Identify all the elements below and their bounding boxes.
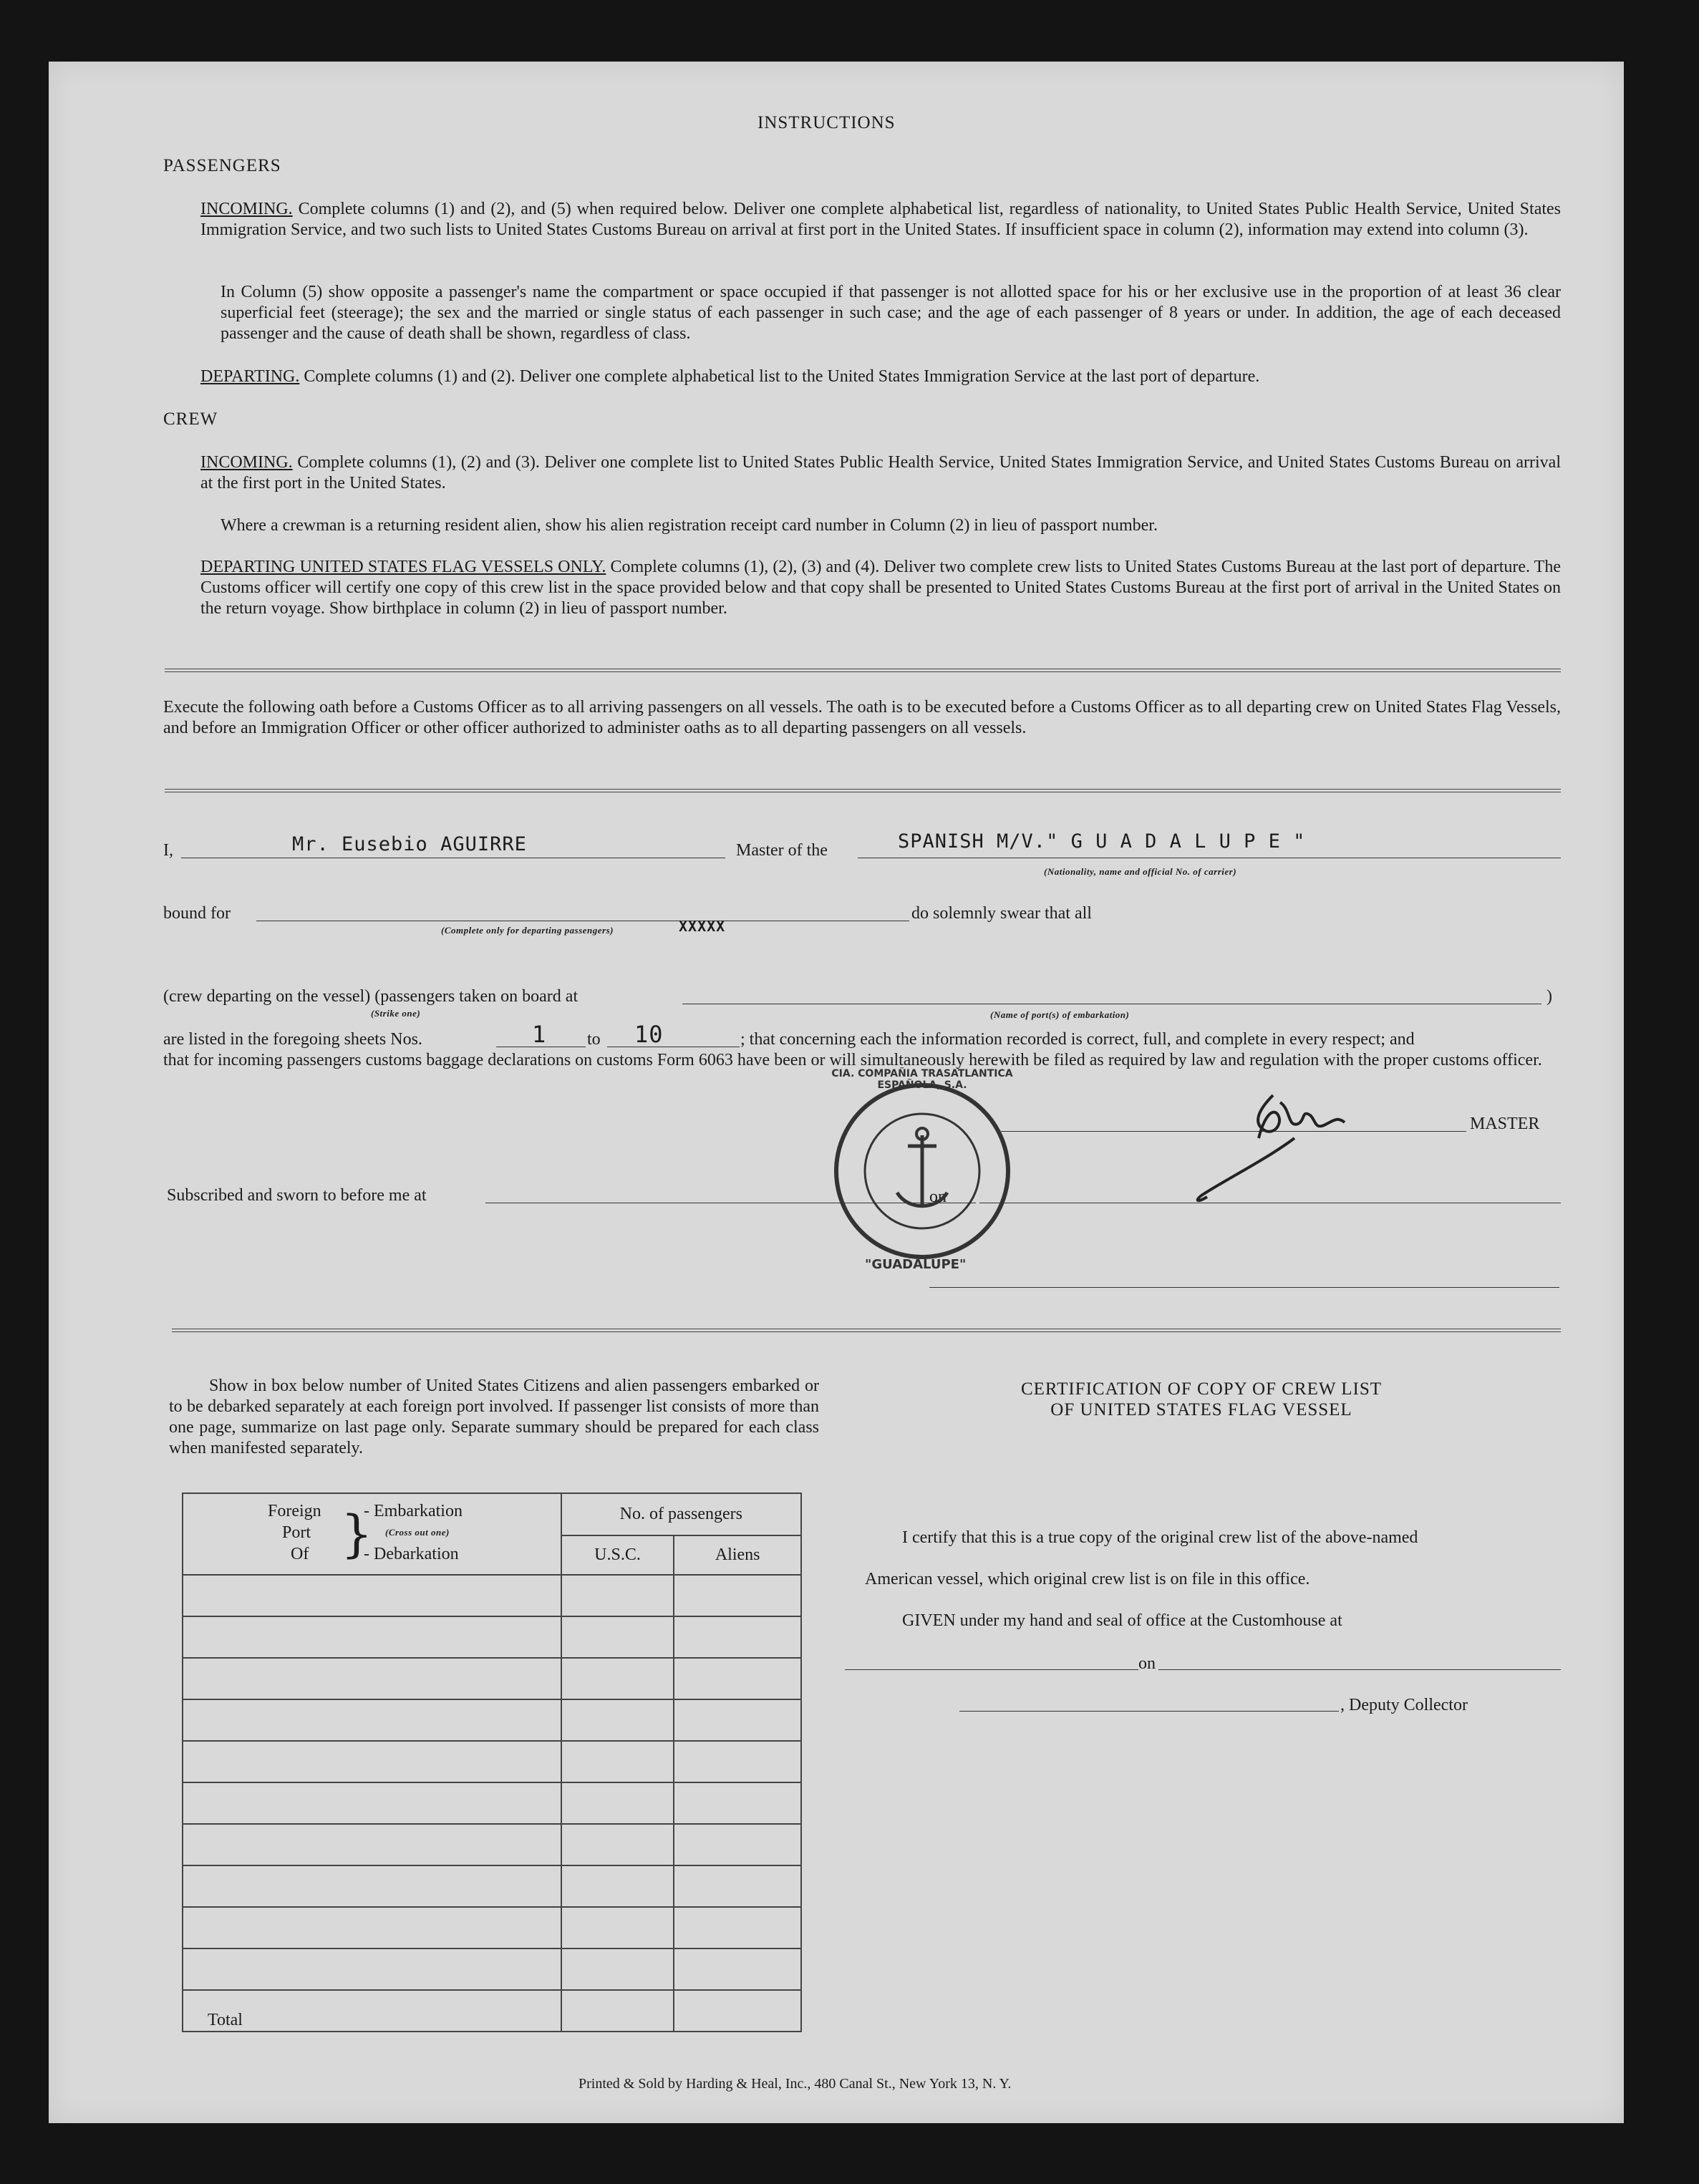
passengers-incoming-label: INCOMING. [200,200,293,218]
master-signature [1123,1081,1409,1210]
divider-2 [165,789,1561,792]
of-label: Of [291,1545,309,1563]
total-usc-cell[interactable] [561,1990,674,2032]
baggage-text: that for incoming passengers customs baggage declarations on customs Form 6063 have been or will simultaneously herewith be filed as required by law and regulation with the proper customs officer. [163,1051,1542,1069]
master-name: Mr. Eusebio AGUIRRE [292,833,527,855]
usc-header [561,1535,674,1575]
no-of-passengers-header [561,1493,801,1535]
table-cell[interactable] [674,1865,801,1907]
printer-footer: Printed & Sold by Harding & Heal, Inc., 480 Canal St., New York 13, N. Y. [579,2076,1012,2092]
crew-passengers-text: (crew departing on the vessel) (passengers taken on board at [163,987,579,1006]
total-label-cell [183,1990,561,2032]
passengers-departing-label: DEPARTING. [200,367,300,386]
passengers-incoming-text: Complete columns (1) and (2), and (5) when required below. Deliver one complete alphabetical list, regardless of nationality, to United States Public Health Service, United States Immigration Service, and two such lists to United States Customs Bureau on arrival at first port in the United States. If insufficient space in column (2), information may extend into column (3). [200,200,1562,239]
table-cell[interactable] [561,1616,674,1658]
crew-incoming-label: INCOMING. [200,453,293,472]
passengers-heading: PASSENGERS [163,156,281,175]
ports-caption: (Name of port(s) of embarkation) [990,1009,1130,1020]
certification-title-line2: OF UNITED STATES FLAG VESSEL [1050,1400,1352,1419]
table-cell[interactable] [674,1741,801,1782]
subscribed-on-label: on [929,1188,947,1206]
crew-heading: CREW [163,409,218,429]
table-cell[interactable] [674,1907,801,1948]
no-of-passengers-label: No. of passengers [619,1505,742,1524]
table-cell[interactable] [674,1575,801,1616]
aliens-header [674,1535,801,1575]
brace-glyph: } [341,1505,373,1563]
certify-text-2: American vessel, which original crew list is on file in this office. [865,1570,1310,1588]
table-row [183,1948,801,1990]
table-row [183,1658,801,1699]
embarkation-label: - Embarkation [364,1502,463,1520]
swear-text: do solemnly swear that all [911,904,1092,923]
cross-out-caption: (Cross out one) [385,1527,450,1538]
table-cell[interactable] [561,1824,674,1865]
table-cell[interactable] [183,1865,561,1907]
divider-1 [165,669,1561,672]
table-cell[interactable] [674,1782,801,1824]
company-stamp [829,1078,1015,1264]
table-cell[interactable] [183,1741,561,1782]
aliens-label: Aliens [715,1545,760,1565]
table-row [183,1616,801,1658]
debarkation-label: - Debarkation [364,1545,459,1563]
table-row [183,1575,801,1616]
crew-departing-paragraph [200,557,1561,619]
passengers-departing-paragraph [200,367,1561,387]
close-paren: ) [1546,987,1552,1006]
table-cell[interactable] [561,1782,674,1824]
crew-incoming-paragraph [200,452,1561,494]
table-cell[interactable] [183,1948,561,1990]
port-label: Port [282,1523,311,1542]
table-cell[interactable] [183,1824,561,1865]
sheets-label: are listed in the foregoing sheets Nos. [163,1030,422,1049]
passengers-departing-text: Complete columns (1) and (2). Deliver one complete alphabetical list to the United States Immigration Service at the last port of departure. [304,367,1260,386]
stamp-ring-text: CIA. COMPAÑIA TRASATLANTICA ESPAÑOLA, S.A. [831,1068,1013,1091]
crew-departing-label: DEPARTING UNITED STATES FLAG VESSELS ONLY. [200,558,606,576]
customhouse-line [845,1669,1138,1670]
table-cell[interactable] [183,1658,561,1699]
foreign-port-header [183,1493,561,1575]
master-label: MASTER [1470,1115,1540,1133]
table-cell[interactable] [561,1699,674,1741]
bound-for-label: bound for [163,904,231,923]
instructions-title: INSTRUCTIONS [757,113,896,132]
table-row [183,1865,801,1907]
table-cell[interactable] [183,1907,561,1948]
summary-instructions: Show in box below number of United States Citizens and alien passengers embarked or to be debarked separately at each foreign port involved. If passenger list consists of more than one page, summarize on last page only. Separate summary should be prepared for each class when manifested separately. [169,1377,819,1457]
deputy-signature-line [959,1711,1339,1712]
certification-on-label: on [1138,1654,1156,1673]
table-cell[interactable] [674,1824,801,1865]
oath-intro: Execute the following oath before a Customs Officer as to all arriving passengers on all vessels. The oath is to be executed before a Customs Officer as to all departing crew on United States Flag Vessels, and before an Immigration Officer or other officer authorized to administer oaths as to all departing passengers on all vessels. [163,698,1561,737]
master-of-label: Master of the [736,841,828,860]
certify-text-1: I certify that this is a true copy of the original crew list of the above-named [902,1528,1418,1547]
column5-paragraph: In Column (5) show opposite a passenger's name the compartment or space occupied if that passenger is not allotted space for his or her exclusive use in the proportion of at least 36 clear superficial feet (steerage); the sex and the married or single status of each passenger in such case; and the age of each passenger of 8 years or under. In addition, the age of each deceased passenger and the cause of death shall be shown, regardless of class. [221,283,1561,343]
table-cell[interactable] [561,1658,674,1699]
table-cell[interactable] [183,1699,561,1741]
passenger-summary-table [182,1493,802,2032]
total-row [183,1990,801,2032]
table-cell[interactable] [674,1948,801,1990]
crew-resident-paragraph: Where a crewman is a returning resident alien, show his alien registration receipt card number in Column (2) in lieu of passport number. [221,516,1158,535]
vessel-caption: (Nationality, name and official No. of carrier) [1044,866,1237,877]
sheet-from: 1 [532,1021,547,1048]
given-text: GIVEN under my hand and seal of office at the Customhouse at [902,1611,1342,1630]
passengers-incoming-paragraph [200,199,1561,241]
table-cell[interactable] [561,1948,674,1990]
table-cell[interactable] [183,1782,561,1824]
vessel-name: SPANISH M/V." G U A D A L U P E " [898,830,1306,853]
total-aliens-cell[interactable] [674,1990,801,2032]
table-cell[interactable] [561,1575,674,1616]
oath-i-label: I, [163,841,173,860]
bound-for-caption: (Complete only for departing passengers) [441,925,614,936]
sheets-text-rest: ; that concerning each the information recorded is correct, full, and complete in every respect; and [740,1030,1415,1049]
subscribed-label: Subscribed and sworn to before me at [167,1186,427,1205]
table-cell[interactable] [674,1616,801,1658]
strike-one-caption: (Strike one) [371,1008,421,1019]
table-cell[interactable] [183,1616,561,1658]
table-cell[interactable] [674,1699,801,1741]
crew-departing-text: Complete columns (1), (2), (3) and (4). Deliver two complete crew lists to United States Customs Bureau at the last port of departure. The Customs officer will certify one copy of this crew list in the space provided below and that copy shall be presented to United States Customs Bureau at the first port of arrival in the United States on the return voyage. Show birthplace in column (2) in lieu of passport number. [200,558,1561,618]
foreign-label: Foreign [268,1502,321,1520]
table-cell[interactable] [674,1658,801,1699]
table-row [183,1741,801,1782]
form-sheet [49,62,1624,2123]
certification-title-line1: CERTIFICATION OF COPY OF CREW LIST [1020,1379,1383,1399]
struck-out-mark: XXXXX [679,918,726,935]
table-cell[interactable] [183,1575,561,1616]
table-row [183,1824,801,1865]
sheet-to: 10 [634,1021,664,1048]
to-label: to [587,1030,601,1049]
table-cell[interactable] [561,1741,674,1782]
crew-incoming-text: Complete columns (1), (2) and (3). Deliver one complete list to United States Public Health Service, United States Immigration Service, and United States Customs Bureau on arrival at the first port in the United States. [200,453,1561,492]
certification-title [972,1379,1431,1420]
officer-signature-line [929,1287,1559,1288]
table-cell[interactable] [561,1907,674,1948]
divider-3 [172,1329,1561,1332]
certification-date-line [1158,1669,1561,1670]
total-label: Total [208,2011,243,2029]
deputy-collector-label: , Deputy Collector [1340,1696,1468,1714]
table-cell[interactable] [561,1865,674,1907]
table-row [183,1699,801,1741]
stamp-vessel-text: "GUADALUPE" [865,1257,967,1272]
usc-label: U.S.C. [594,1545,641,1565]
table-row [183,1907,801,1948]
table-row [183,1782,801,1824]
